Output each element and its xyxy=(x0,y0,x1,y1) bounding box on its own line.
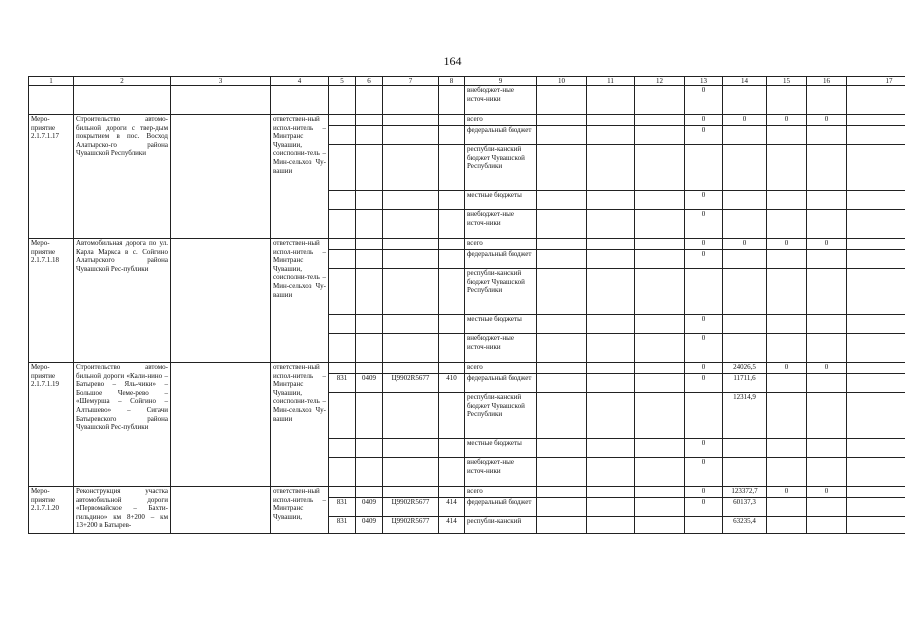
header-row xyxy=(29,77,905,86)
target-article-code xyxy=(383,210,439,239)
empty-cell xyxy=(537,439,587,458)
empty-cell xyxy=(635,269,685,315)
expense-type-code xyxy=(439,145,465,191)
empty-cell xyxy=(635,517,685,534)
source-cell: внебюджет-ные источ-ники xyxy=(465,86,537,115)
empty-cell xyxy=(635,126,685,145)
target-article-code xyxy=(383,315,439,334)
section-code: 0409 xyxy=(356,374,383,393)
source-cell: республи-канский xyxy=(465,517,537,534)
empty-cell xyxy=(847,487,905,498)
value-cell-16 xyxy=(807,250,847,269)
value-cell-16 xyxy=(807,315,847,334)
value-cell-13: 0 xyxy=(685,126,723,145)
empty-cell xyxy=(635,374,685,393)
value-cell-13: 0 xyxy=(685,374,723,393)
value-cell-14 xyxy=(723,439,767,458)
source-cell: внебюджет-ные источ-ники xyxy=(465,334,537,363)
empty-cell xyxy=(537,115,587,126)
value-cell-14 xyxy=(723,458,767,487)
empty-cell xyxy=(587,269,635,315)
measure-id: Меро-приятие 2.1.7.1.19 xyxy=(29,363,74,487)
empty-cell xyxy=(847,374,905,393)
table-row xyxy=(29,363,905,374)
empty-cell xyxy=(847,115,905,126)
value-cell-15 xyxy=(767,334,807,363)
value-cell-16 xyxy=(807,191,847,210)
value-cell-15 xyxy=(767,250,807,269)
grbs-code xyxy=(329,315,356,334)
value-cell-14: 123372,7 xyxy=(723,487,767,498)
empty-cell xyxy=(537,374,587,393)
expense-type-code xyxy=(439,439,465,458)
responsible-executor: ответствен-ный испол-нитель – Минтранс Чувашии, соисполни-тель – Мин-сельхоз Чу-вашии xyxy=(271,239,329,363)
empty-cell xyxy=(587,393,635,439)
source-cell: всего xyxy=(465,115,537,126)
section-code xyxy=(356,363,383,374)
value-cell-13 xyxy=(685,517,723,534)
value-cell-14: 11711,6 xyxy=(723,374,767,393)
responsible-executor: ответствен-ный испол-нитель – Минтранс Чувашии, соисполни-тель – Мин-сельхоз Чу-вашии xyxy=(271,363,329,487)
source-cell: всего xyxy=(465,239,537,250)
value-cell-13: 0 xyxy=(685,250,723,269)
header-cell: 14 xyxy=(723,77,767,86)
value-cell-16 xyxy=(807,517,847,534)
measure-name: Автомобильная дорога по ул. Карла Маркса в с. Сойгино Алатырского района Чувашской Рес-публики xyxy=(74,239,171,363)
table-row xyxy=(29,239,905,250)
source-cell: республи-канский бюджет Чувашской Республики xyxy=(465,269,537,315)
value-cell-13 xyxy=(685,145,723,191)
value-cell-13: 0 xyxy=(685,239,723,250)
target-article-code xyxy=(383,458,439,487)
value-cell-13: 0 xyxy=(685,334,723,363)
source-cell: внебюджет-ные источ-ники xyxy=(465,458,537,487)
header-cell: 7 xyxy=(383,77,439,86)
value-cell-14 xyxy=(723,269,767,315)
source-cell: республи-канский бюджет Чувашской Республики xyxy=(465,393,537,439)
header-cell: 10 xyxy=(537,77,587,86)
value-cell-16 xyxy=(807,210,847,239)
empty-cell xyxy=(587,191,635,210)
empty-cell xyxy=(635,363,685,374)
empty-cell xyxy=(29,86,74,115)
empty-cell xyxy=(587,239,635,250)
source-cell: местные бюджеты xyxy=(465,439,537,458)
value-cell-14: 12314,9 xyxy=(723,393,767,439)
value-cell-16 xyxy=(807,393,847,439)
header-cell: 11 xyxy=(587,77,635,86)
empty-cell xyxy=(635,393,685,439)
source-cell: внебюджет-ные источ-ники xyxy=(465,210,537,239)
value-cell-15 xyxy=(767,458,807,487)
empty-cell xyxy=(587,498,635,517)
empty-cell xyxy=(587,374,635,393)
empty-cell xyxy=(847,86,905,115)
measure-name: Строительство автомо-бильной дороги «Кали-нино – Батырево – Яль-чики» – Большое Чеме-рево – «Шемурша – Сойгино – Алтышево» – Сигачи Батыревского района Чувашской Рес-публики xyxy=(74,363,171,487)
value-cell-16 xyxy=(807,126,847,145)
target-article-code xyxy=(383,126,439,145)
empty-cell xyxy=(587,487,635,498)
expense-type-code xyxy=(439,315,465,334)
responsible-executor: ответствен-ный испол-нитель – Минтранс Чувашии, соисполни-тель – Мин-сельхоз Чу-вашии xyxy=(271,115,329,239)
expense-type-code xyxy=(439,250,465,269)
grbs-code xyxy=(329,239,356,250)
value-cell-14 xyxy=(723,315,767,334)
empty-cell xyxy=(537,363,587,374)
target-article-code: Ц9902R5677 xyxy=(383,374,439,393)
value-cell-16 xyxy=(807,439,847,458)
value-cell-16 xyxy=(807,86,847,115)
grbs-code: 831 xyxy=(329,374,356,393)
empty-cell xyxy=(271,86,329,115)
value-cell-15: 0 xyxy=(767,363,807,374)
value-cell-16: 0 xyxy=(807,487,847,498)
empty-cell xyxy=(537,334,587,363)
value-cell-13: 0 xyxy=(685,487,723,498)
expense-type-code xyxy=(439,487,465,498)
expense-type-code xyxy=(439,191,465,210)
target-article-code xyxy=(383,363,439,374)
header-cell: 5 xyxy=(329,77,356,86)
value-cell-15: 0 xyxy=(767,239,807,250)
empty-cell xyxy=(537,498,587,517)
value-cell-13: 0 xyxy=(685,363,723,374)
empty-cell xyxy=(537,250,587,269)
empty-cell xyxy=(635,334,685,363)
grbs-code xyxy=(329,458,356,487)
header-cell: 3 xyxy=(171,77,271,86)
empty-cell xyxy=(537,269,587,315)
empty-cell xyxy=(439,86,465,115)
source-cell: всего xyxy=(465,363,537,374)
source-cell: всего xyxy=(465,487,537,498)
expense-type-code xyxy=(439,210,465,239)
expense-type-code: 414 xyxy=(439,517,465,534)
empty-cell xyxy=(537,191,587,210)
grbs-code xyxy=(329,334,356,363)
value-cell-16 xyxy=(807,458,847,487)
empty-cell xyxy=(847,393,905,439)
measure-id: Меро-приятие 2.1.7.1.20 xyxy=(29,487,74,534)
value-cell-13: 0 xyxy=(685,86,723,115)
expense-type-code xyxy=(439,239,465,250)
empty-cell xyxy=(847,126,905,145)
empty-cell xyxy=(537,126,587,145)
value-cell-15 xyxy=(767,210,807,239)
section-code xyxy=(356,487,383,498)
grbs-code xyxy=(329,191,356,210)
target-article-code xyxy=(383,191,439,210)
section-code: 0409 xyxy=(356,517,383,534)
grbs-code xyxy=(329,393,356,439)
target-article-code xyxy=(383,239,439,250)
empty-cell xyxy=(847,458,905,487)
empty-cell xyxy=(587,363,635,374)
empty-cell xyxy=(587,86,635,115)
grbs-code xyxy=(329,269,356,315)
header-cell: 8 xyxy=(439,77,465,86)
empty-cell xyxy=(847,145,905,191)
value-cell-16 xyxy=(807,145,847,191)
value-cell-14: 24026,5 xyxy=(723,363,767,374)
value-cell-16 xyxy=(807,374,847,393)
empty-cell xyxy=(537,393,587,439)
section-code xyxy=(356,115,383,126)
section-code xyxy=(356,191,383,210)
grbs-code: 831 xyxy=(329,517,356,534)
expense-type-code xyxy=(439,393,465,439)
empty-cell xyxy=(847,191,905,210)
section-code xyxy=(356,250,383,269)
table-row xyxy=(29,115,905,126)
value-cell-14: 0 xyxy=(723,115,767,126)
empty-cell xyxy=(171,239,271,363)
empty-cell xyxy=(537,517,587,534)
target-article-code xyxy=(383,439,439,458)
value-cell-14 xyxy=(723,250,767,269)
empty-cell xyxy=(537,487,587,498)
source-cell: федеральный бюджет xyxy=(465,374,537,393)
empty-cell xyxy=(171,363,271,487)
empty-cell xyxy=(635,458,685,487)
empty-cell xyxy=(635,239,685,250)
grbs-code xyxy=(329,439,356,458)
target-article-code xyxy=(383,269,439,315)
value-cell-15 xyxy=(767,374,807,393)
empty-cell xyxy=(537,458,587,487)
empty-cell xyxy=(171,86,271,115)
value-cell-13 xyxy=(685,393,723,439)
empty-cell xyxy=(847,269,905,315)
value-cell-14 xyxy=(723,126,767,145)
section-code xyxy=(356,210,383,239)
empty-cell xyxy=(587,210,635,239)
expense-type-code xyxy=(439,126,465,145)
value-cell-15 xyxy=(767,315,807,334)
empty-cell xyxy=(171,487,271,534)
empty-cell xyxy=(587,458,635,487)
empty-cell xyxy=(587,126,635,145)
grbs-code xyxy=(329,250,356,269)
expense-type-code: 410 xyxy=(439,374,465,393)
expense-type-code xyxy=(439,363,465,374)
grbs-code xyxy=(329,145,356,191)
measure-id: Меро-приятие 2.1.7.1.18 xyxy=(29,239,74,363)
value-cell-13: 0 xyxy=(685,315,723,334)
target-article-code xyxy=(383,393,439,439)
value-cell-13: 0 xyxy=(685,115,723,126)
section-code xyxy=(356,126,383,145)
grbs-code xyxy=(329,210,356,239)
value-cell-15 xyxy=(767,269,807,315)
empty-cell xyxy=(635,439,685,458)
value-cell-15 xyxy=(767,517,807,534)
expense-type-code xyxy=(439,458,465,487)
value-cell-15 xyxy=(767,498,807,517)
value-cell-14: 63235,4 xyxy=(723,517,767,534)
value-cell-14: 60137,3 xyxy=(723,498,767,517)
value-cell-15 xyxy=(767,145,807,191)
source-cell: федеральный бюджет xyxy=(465,250,537,269)
value-cell-15 xyxy=(767,439,807,458)
empty-cell xyxy=(587,517,635,534)
grbs-code xyxy=(329,115,356,126)
target-article-code xyxy=(383,487,439,498)
empty-cell xyxy=(587,145,635,191)
header-cell: 17 xyxy=(847,77,905,86)
value-cell-15 xyxy=(767,393,807,439)
target-article-code: Ц9902R5677 xyxy=(383,498,439,517)
target-article-code xyxy=(383,115,439,126)
header-cell: 12 xyxy=(635,77,685,86)
empty-cell xyxy=(847,250,905,269)
empty-cell xyxy=(635,250,685,269)
empty-cell xyxy=(587,250,635,269)
section-code xyxy=(356,315,383,334)
empty-cell xyxy=(847,210,905,239)
value-cell-14 xyxy=(723,86,767,115)
header-cell: 15 xyxy=(767,77,807,86)
responsible-executor: ответствен-ный испол-нитель – Минтранс Чувашии, xyxy=(271,487,329,534)
section-code: 0409 xyxy=(356,498,383,517)
value-cell-14 xyxy=(723,191,767,210)
value-cell-13: 0 xyxy=(685,498,723,517)
empty-cell xyxy=(587,439,635,458)
value-cell-16 xyxy=(807,498,847,517)
empty-cell xyxy=(587,315,635,334)
grbs-code xyxy=(329,487,356,498)
section-code xyxy=(356,458,383,487)
empty-cell xyxy=(847,439,905,458)
value-cell-13: 0 xyxy=(685,439,723,458)
empty-cell xyxy=(537,239,587,250)
grbs-code xyxy=(329,363,356,374)
measure-name: Строительство автомо-бильной дороги с твер-дым покрытием в пос. Восход Алатырско-го района Чувашской Республики xyxy=(74,115,171,239)
header-cell: 2 xyxy=(74,77,171,86)
empty-cell xyxy=(537,315,587,334)
empty-cell xyxy=(587,115,635,126)
value-cell-13: 0 xyxy=(685,191,723,210)
empty-cell xyxy=(847,498,905,517)
empty-cell xyxy=(329,86,356,115)
empty-cell xyxy=(383,86,439,115)
value-cell-14: 0 xyxy=(723,239,767,250)
measure-name: Реконструкция участка автомобильной дороги «Первомайское – Бахти-гильдино» км 8+200 – км 13+200 в Батырев- xyxy=(74,487,171,534)
empty-cell xyxy=(847,334,905,363)
empty-cell xyxy=(847,239,905,250)
empty-cell xyxy=(171,115,271,239)
empty-cell xyxy=(537,210,587,239)
target-article-code xyxy=(383,334,439,363)
value-cell-14 xyxy=(723,210,767,239)
empty-cell xyxy=(847,315,905,334)
empty-cell xyxy=(635,191,685,210)
section-code xyxy=(356,334,383,363)
header-cell: 13 xyxy=(685,77,723,86)
section-code xyxy=(356,145,383,191)
source-cell: федеральный бюджет xyxy=(465,498,537,517)
value-cell-13: 0 xyxy=(685,458,723,487)
value-cell-16 xyxy=(807,334,847,363)
expense-type-code xyxy=(439,269,465,315)
empty-cell xyxy=(537,145,587,191)
header-cell: 9 xyxy=(465,77,537,86)
value-cell-15 xyxy=(767,191,807,210)
value-cell-14 xyxy=(723,145,767,191)
table-row xyxy=(29,487,905,498)
value-cell-15: 0 xyxy=(767,115,807,126)
empty-cell xyxy=(635,210,685,239)
section-code xyxy=(356,269,383,315)
value-cell-14 xyxy=(723,334,767,363)
value-cell-15 xyxy=(767,86,807,115)
value-cell-13 xyxy=(685,269,723,315)
value-cell-16: 0 xyxy=(807,239,847,250)
section-code xyxy=(356,393,383,439)
budget-table xyxy=(28,76,905,534)
source-cell: местные бюджеты xyxy=(465,315,537,334)
value-cell-13: 0 xyxy=(685,210,723,239)
value-cell-16 xyxy=(807,269,847,315)
value-cell-15: 0 xyxy=(767,487,807,498)
source-cell: местные бюджеты xyxy=(465,191,537,210)
empty-cell xyxy=(587,334,635,363)
page-number: 164 xyxy=(443,54,462,68)
header-cell: 4 xyxy=(271,77,329,86)
target-article-code xyxy=(383,250,439,269)
source-cell: федеральный бюджет xyxy=(465,126,537,145)
empty-cell xyxy=(847,517,905,534)
empty-cell xyxy=(537,86,587,115)
target-article-code: Ц9902R5677 xyxy=(383,517,439,534)
section-code xyxy=(356,439,383,458)
value-cell-15 xyxy=(767,126,807,145)
measure-id: Меро-приятие 2.1.7.1.17 xyxy=(29,115,74,239)
expense-type-code xyxy=(439,334,465,363)
table-row xyxy=(29,86,905,115)
empty-cell xyxy=(635,86,685,115)
empty-cell xyxy=(635,115,685,126)
empty-cell xyxy=(635,315,685,334)
section-code xyxy=(356,239,383,250)
header-cell: 1 xyxy=(29,77,74,86)
empty-cell xyxy=(635,498,685,517)
header-cell: 6 xyxy=(356,77,383,86)
grbs-code xyxy=(329,126,356,145)
header-cell: 16 xyxy=(807,77,847,86)
value-cell-16: 0 xyxy=(807,115,847,126)
empty-cell xyxy=(74,86,171,115)
source-cell: республи-канский бюджет Чувашской Республики xyxy=(465,145,537,191)
empty-cell xyxy=(635,487,685,498)
expense-type-code: 414 xyxy=(439,498,465,517)
empty-cell xyxy=(635,145,685,191)
value-cell-16: 0 xyxy=(807,363,847,374)
grbs-code: 831 xyxy=(329,498,356,517)
empty-cell xyxy=(847,363,905,374)
expense-type-code xyxy=(439,115,465,126)
empty-cell xyxy=(356,86,383,115)
target-article-code xyxy=(383,145,439,191)
